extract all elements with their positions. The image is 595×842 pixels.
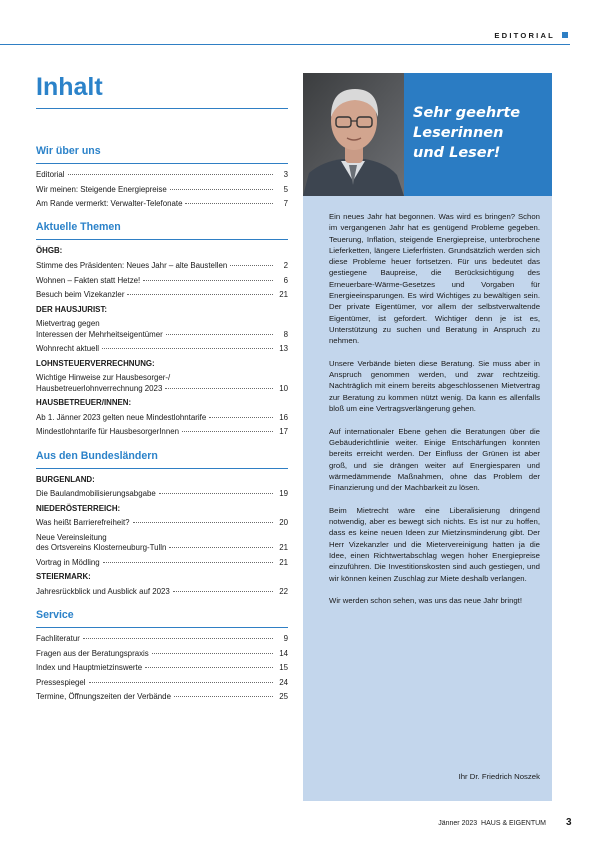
toc-entry-page: 7 (283, 199, 288, 209)
toc-section (36, 607, 288, 703)
toc-entry-label: des Ortsvereins Klosterneuburg-Tulln (36, 543, 167, 553)
toc-section-heading: Aktuelle Themen (36, 219, 288, 240)
toc-entry-label: Wichtige Hinweise zur Hausbesorger-/ (36, 373, 171, 383)
toc-entry-page: 3 (283, 170, 288, 179)
toc-leader-dots (143, 280, 273, 281)
toc-entry-page: 6 (283, 275, 288, 285)
toc-entry-label: Vortrag in Mödling (36, 557, 100, 567)
toc-entry-page: 21 (279, 290, 288, 300)
toc-group-label: NIEDERÖSTERREICH: (36, 503, 121, 513)
toc-entry-page: 13 (279, 344, 288, 354)
toc-leader-dots (159, 493, 273, 494)
toc-entry-page: 21 (279, 557, 288, 567)
toc-entry[interactable] (36, 558, 288, 568)
toc-section (36, 448, 288, 598)
toc-entry-label: Editorial (36, 170, 65, 179)
toc-entry-label: Am Rande vermerkt: Verwalter-Telefonate (36, 199, 183, 209)
editorial-paragraph: Beim Mietrecht wäre eine Liberalisierung dringend notwendig, aber es bewegt sich nichts. Es ist nur zu hoffen, dass es keine neuen Ideen zur Mietzinsminderung gibt. Der Herr Vizekanzler und die Mietervereinigung hatten ja die Idee, einen Richtwertabschlag wegen hoher Energiepreise einzuführen. Die Investitionskosten sind auch gestiegen, und wir können keinen Zuschlag zur Miete deshalb verlangen. (329, 505, 540, 583)
toc-entry[interactable] (36, 518, 288, 528)
toc-entry[interactable] (36, 373, 288, 393)
toc-leader-dots (68, 174, 273, 175)
toc-entry-label: Mietvertrag gegen (36, 319, 100, 329)
editorial-paragraph: Auf internationaler Ebene gehen die Beratungen über die Gebäuderichtlinie weiter. Einige Entschärfungen konnten bereits erreicht werden. Der Einfluss der Grünen ist aber groß, und sie drängen weiter auf Energiesparen und wärmedämmende Maßnahmen, ohne das Problem der Finanzierung und der Machbarkeit zu lösen. (329, 426, 540, 493)
toc-entry-label: Ab 1. Jänner 2023 gelten neue Mindestlohntarife (36, 412, 207, 422)
section-marker (562, 32, 568, 38)
toc-section-heading: Service (36, 607, 288, 628)
toc-entry-label: Fragen aus der Beratungspraxis (36, 648, 149, 658)
greeting-title (413, 103, 549, 163)
toc-entry[interactable] (36, 290, 288, 300)
toc-entry-label: Wohnrecht aktuell (36, 344, 100, 354)
toc-section-heading: Aus den Bundesländern (36, 448, 288, 469)
toc-entry-page: 10 (279, 383, 288, 393)
toc-entry-page: 8 (283, 329, 288, 339)
toc-leader-dots (169, 547, 273, 548)
toc-group-label: ÖHGB: (36, 246, 63, 256)
toc-entry-label: Was heißt Barrierefreiheit? (36, 518, 130, 528)
toc-group-label: HAUSBETREUER/INNEN: (36, 398, 132, 408)
toc-entry-label: Jahresrückblick und Ausblick auf 2023 (36, 586, 170, 596)
toc-title: Inhalt (36, 73, 103, 101)
editorial-paragraph: Unsere Verbände bieten diese Beratung. Sie muss aber in Anspruch genommen werden, und zwar rechtzeitig. Nachträglich mit einem bereits abgeschlossenen Mietvertrag zur Beratung zu kommen nützt wenig. Da kann es allenfalls bloß um eine Vertragsverlängerung gehen. (329, 358, 540, 414)
toc-entry-page: 16 (279, 412, 288, 422)
toc-entry[interactable] (36, 489, 288, 499)
section-label: EDITORIAL (494, 31, 555, 40)
toc-entry[interactable] (36, 692, 288, 702)
toc-entry-label: Wir meinen: Steigende Energiepreise (36, 184, 167, 194)
toc-entry-line (36, 384, 288, 394)
toc-section (36, 143, 288, 209)
toc-entry[interactable] (36, 427, 288, 437)
toc-entry[interactable] (36, 261, 288, 271)
toc-leader-dots (89, 682, 273, 683)
toc-leader-dots (174, 696, 273, 697)
toc-entry-label: Besuch beim Vizekanzler (36, 290, 125, 300)
toc-entry-label: Pressespiegel (36, 677, 86, 687)
toc-group-label: BURGENLAND: (36, 474, 95, 484)
toc-leader-dots (230, 265, 273, 266)
toc-leader-dots (209, 417, 273, 418)
toc-entry[interactable] (36, 319, 288, 339)
toc-entry-page: 19 (279, 489, 288, 499)
toc-entry-page: 22 (279, 586, 288, 596)
toc-leader-dots (127, 294, 273, 295)
toc-leader-dots (165, 388, 273, 389)
toc-entry-line (36, 543, 288, 553)
toc-entry-page: 20 (279, 518, 288, 528)
editorial-body (329, 211, 540, 618)
toc-leader-dots (103, 562, 273, 563)
toc-entry-page: 15 (279, 663, 288, 673)
toc-entry-label: Wohnen – Fakten statt Hetze! (36, 275, 141, 285)
toc-entry[interactable] (36, 344, 288, 354)
toc-entry-label: Neue Vereinsleitung (36, 532, 107, 542)
greeting-line: und Leser! (413, 145, 501, 161)
toc-leader-dots (102, 348, 273, 349)
toc-entry-label: Fachliteratur (36, 634, 80, 644)
greeting-line: Leserinnen (413, 125, 504, 141)
toc-entry-label: Interessen der Mehrheitseigentümer (36, 329, 163, 339)
toc-entry-page: 5 (283, 184, 288, 194)
toc-entry-label: Index und Hauptmietzinswerte (36, 663, 143, 673)
toc-entry-page: 21 (279, 543, 288, 553)
toc-entry-page: 25 (279, 692, 288, 702)
toc-entry-label: Die Baulandmobilisierungsabgabe (36, 489, 156, 499)
toc-group-label: LOHNSTEUERVERRECHNUNG: (36, 358, 155, 368)
toc-leader-dots (182, 431, 273, 432)
toc-entry-label: Termine, Öffnungszeiten der Verbände (36, 692, 171, 702)
toc-entry-line (36, 330, 288, 340)
editorial-paragraph: Wir werden schon sehen, was uns das neue Jahr bringt! (329, 596, 522, 606)
page-number: 3 (566, 817, 572, 828)
toc-entry[interactable] (36, 185, 288, 195)
footer-issue (438, 820, 546, 827)
toc-leader-dots (145, 667, 273, 668)
editorial-paragraph: Ein neues Jahr hat begonnen. Was wird es bringen? Schon im vergangenen Jahr hat es genügend Probleme gegeben. Teuerung, Inflation, steigende Energiepreise, unterbrochene Lieferketten, längere Lieferfristen. Grundsätzlich werden sich diese Probleme heuer fortsetzen. Für uns bedeutet das gestiegene Baupreise, die Berücksichtigung des Erneuerbare-Wärme-Gesetzes und Vorgaben für Energieeinsparungen. Es wird Wichtiges zu bewältigen sein. Der private Eigentümer, vor allem der selbstverwaltende Eigentümer, ist gefordert. Wichtiger denn je ist es, Unterstützung zu suchen und Beratung in Anspruch zu nehmen. (329, 212, 540, 346)
toc-entry-page: 17 (279, 427, 288, 437)
toc-entry[interactable] (36, 413, 288, 423)
toc-entry[interactable] (36, 170, 288, 180)
toc-entry-page: 2 (283, 260, 288, 270)
toc-entry[interactable] (36, 663, 288, 673)
toc-section-heading: Wir über uns (36, 143, 288, 164)
toc-entry[interactable] (36, 649, 288, 659)
header-rule (0, 44, 570, 45)
toc-entry[interactable] (36, 276, 288, 286)
toc-entry-label: Hausbetreuerlohnverrechnung 2023 (36, 383, 163, 393)
table-of-contents (36, 143, 288, 713)
toc-entry[interactable] (36, 587, 288, 597)
toc-entry[interactable] (36, 533, 288, 553)
toc-leader-dots (185, 203, 273, 204)
toc-entry[interactable] (36, 634, 288, 644)
title-rule (36, 108, 288, 109)
toc-entry[interactable] (36, 678, 288, 688)
editorial-signature: Ihr Dr. Friedrich Noszek (458, 772, 540, 781)
toc-entry-label: Stimme des Präsidenten: Neues Jahr – alte Baustellen (36, 260, 228, 270)
toc-entry[interactable] (36, 199, 288, 209)
greeting-line: Sehr geehrte (413, 105, 521, 121)
toc-entry-label: Mindestlohntarife für HausbesorgerInnen (36, 427, 179, 437)
toc-group-label: STEIERMARK: (36, 572, 91, 582)
toc-leader-dots (170, 189, 273, 190)
toc-leader-dots (133, 522, 273, 523)
footer-publication: HAUS & EIGENTUM (481, 820, 546, 827)
toc-entry-page: 9 (283, 634, 288, 644)
toc-group-label: DER HAUSJURIST: (36, 304, 108, 314)
toc-leader-dots (173, 591, 273, 592)
toc-leader-dots (152, 653, 273, 654)
toc-leader-dots (83, 638, 273, 639)
footer-date: Jänner 2023 (438, 820, 478, 827)
toc-entry-page: 14 (279, 648, 288, 658)
toc-entry-page: 24 (279, 677, 288, 687)
toc-section (36, 219, 288, 437)
author-portrait (303, 73, 404, 196)
toc-leader-dots (166, 334, 273, 335)
